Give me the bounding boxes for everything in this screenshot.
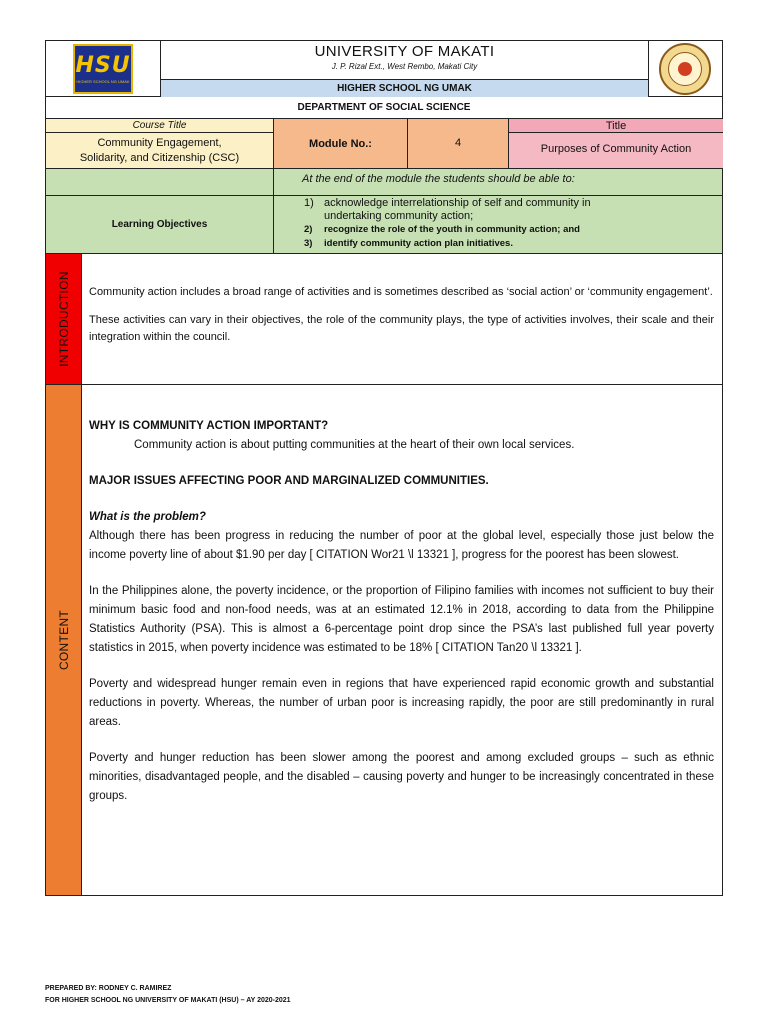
introduction-side-band xyxy=(46,254,82,384)
objective-number: 3) xyxy=(304,238,313,249)
footer-school-year: FOR HIGHER SCHOOL NG UNIVERSITY OF MAKATI (HSU) – AY 2020-2021 xyxy=(45,997,291,1004)
department-title: DEPARTMENT OF SOCIAL SCIENCE xyxy=(45,96,723,118)
content-side-band xyxy=(46,385,82,895)
university-address: J. P. Rizal Ext., West Rembo, Makati City xyxy=(331,62,478,71)
course-title-cell xyxy=(46,119,274,168)
introduction-body xyxy=(89,254,714,347)
university-name: UNIVERSITY OF MAKATI xyxy=(314,43,495,60)
university-seal-cell xyxy=(647,41,722,97)
heading-what-problem: What is the problem? xyxy=(89,511,206,523)
module-title-cell xyxy=(509,119,723,168)
document-header xyxy=(45,40,723,96)
content-paragraph: In the Philippines alone, the poverty incidence, or the proportion of Filipino families with incomes not sufficient to buy their minimum basic food and non-food needs, was at an estimated 12.1% in 2018, according to data from the Philippine Statistics Authority (PSA). This is almost a 6-percentage point drop since the PSA’s last published full year poverty statistics in 2015, when poverty incidence was estimated to be 18% [ CITATION Tan20 \l 13321 ]. xyxy=(89,585,714,654)
introduction-paragraph: These activities can vary in their objectives, the role of the community plays, the type of activities involves, their scale and their integration within the council. xyxy=(89,313,714,343)
introduction-section xyxy=(45,253,723,384)
why-important-text: Community action is about putting communities at the heart of their own local services. xyxy=(134,439,575,451)
school-name: HIGHER SCHOOL NG UMAK xyxy=(161,79,648,97)
module-title-value: Purposes of Community Action xyxy=(540,143,692,155)
content-section xyxy=(45,384,723,896)
objectives-intro: At the end of the module the students should be able to: xyxy=(302,173,575,185)
objective-item xyxy=(300,197,722,223)
course-title-line2: Solidarity, and Citizenship (CSC) xyxy=(79,152,240,164)
course-title-value xyxy=(46,133,273,166)
course-title-line1: Community Engagement, xyxy=(97,137,222,149)
module-number: 4 xyxy=(408,119,509,168)
content-paragraph: Poverty and hunger reduction has been slower among the poorest and among excluded groups – such as ethnic minorities, disadvantaged people, and the disabled – causing poverty and hunger to be increasingly concentrated in these groups. xyxy=(89,752,714,802)
content-label: CONTENT xyxy=(56,609,71,671)
objective-text-cont: undertaking community action; xyxy=(324,210,474,222)
module-document xyxy=(45,40,723,896)
content-paragraph: Poverty and widespread hunger remain even in regions that have experienced rapid economic growth and substantial reductions in poverty. Whereas, the number of urban poor is increasing rapidly, the poor are still predominantly in rural areas. xyxy=(89,678,714,728)
objectives-row xyxy=(45,195,723,253)
hsu-logo-subtext: HIGHER SCHOOL NG UMAK xyxy=(76,78,130,84)
module-title-label: Title xyxy=(509,119,723,133)
document-footer xyxy=(45,983,291,1007)
objectives-header-row xyxy=(45,168,723,195)
objective-text: acknowledge interrelationship of self and community in xyxy=(324,197,591,209)
hsu-logo-cell xyxy=(46,41,161,97)
footer-prepared-by: PREPARED BY: RODNEY C. RAMIREZ xyxy=(45,985,172,992)
module-label: Module No.: xyxy=(274,119,408,168)
hsu-logo-text: HSU xyxy=(75,52,131,78)
course-info-row xyxy=(45,118,723,168)
objective-number: 1) xyxy=(304,197,314,209)
hsu-logo-icon xyxy=(73,44,133,94)
header-title-cell xyxy=(161,41,649,97)
objectives-list xyxy=(274,196,722,253)
introduction-label: INTRODUCTION xyxy=(56,271,71,367)
objective-item xyxy=(300,223,722,237)
heading-why-important: WHY IS COMMUNITY ACTION IMPORTANT? xyxy=(89,420,329,432)
objective-text: identify community action plan initiatives. xyxy=(324,238,513,249)
objective-item xyxy=(300,237,722,251)
course-title-label: Course Title xyxy=(46,119,273,133)
heading-major-issues: MAJOR ISSUES AFFECTING POOR AND MARGINALIZED COMMUNITIES. xyxy=(89,475,489,487)
objective-text: recognize the role of the youth in community action; and xyxy=(324,224,580,235)
objective-number: 2) xyxy=(304,224,313,235)
objectives-label: Learning Objectives xyxy=(46,196,274,253)
introduction-paragraph: Community action includes a broad range of activities and is sometimes described as ‘social action’ or ‘community engagement’. xyxy=(89,286,713,298)
content-body xyxy=(89,417,714,806)
content-paragraph: Although there has been progress in reducing the number of poor at the global level, especially those just below the income poverty line of about $1.90 per day [ CITATION Wor21 \l 13321 ], progress for the poorest has been slowest. xyxy=(89,530,714,561)
university-seal-icon xyxy=(659,43,711,95)
